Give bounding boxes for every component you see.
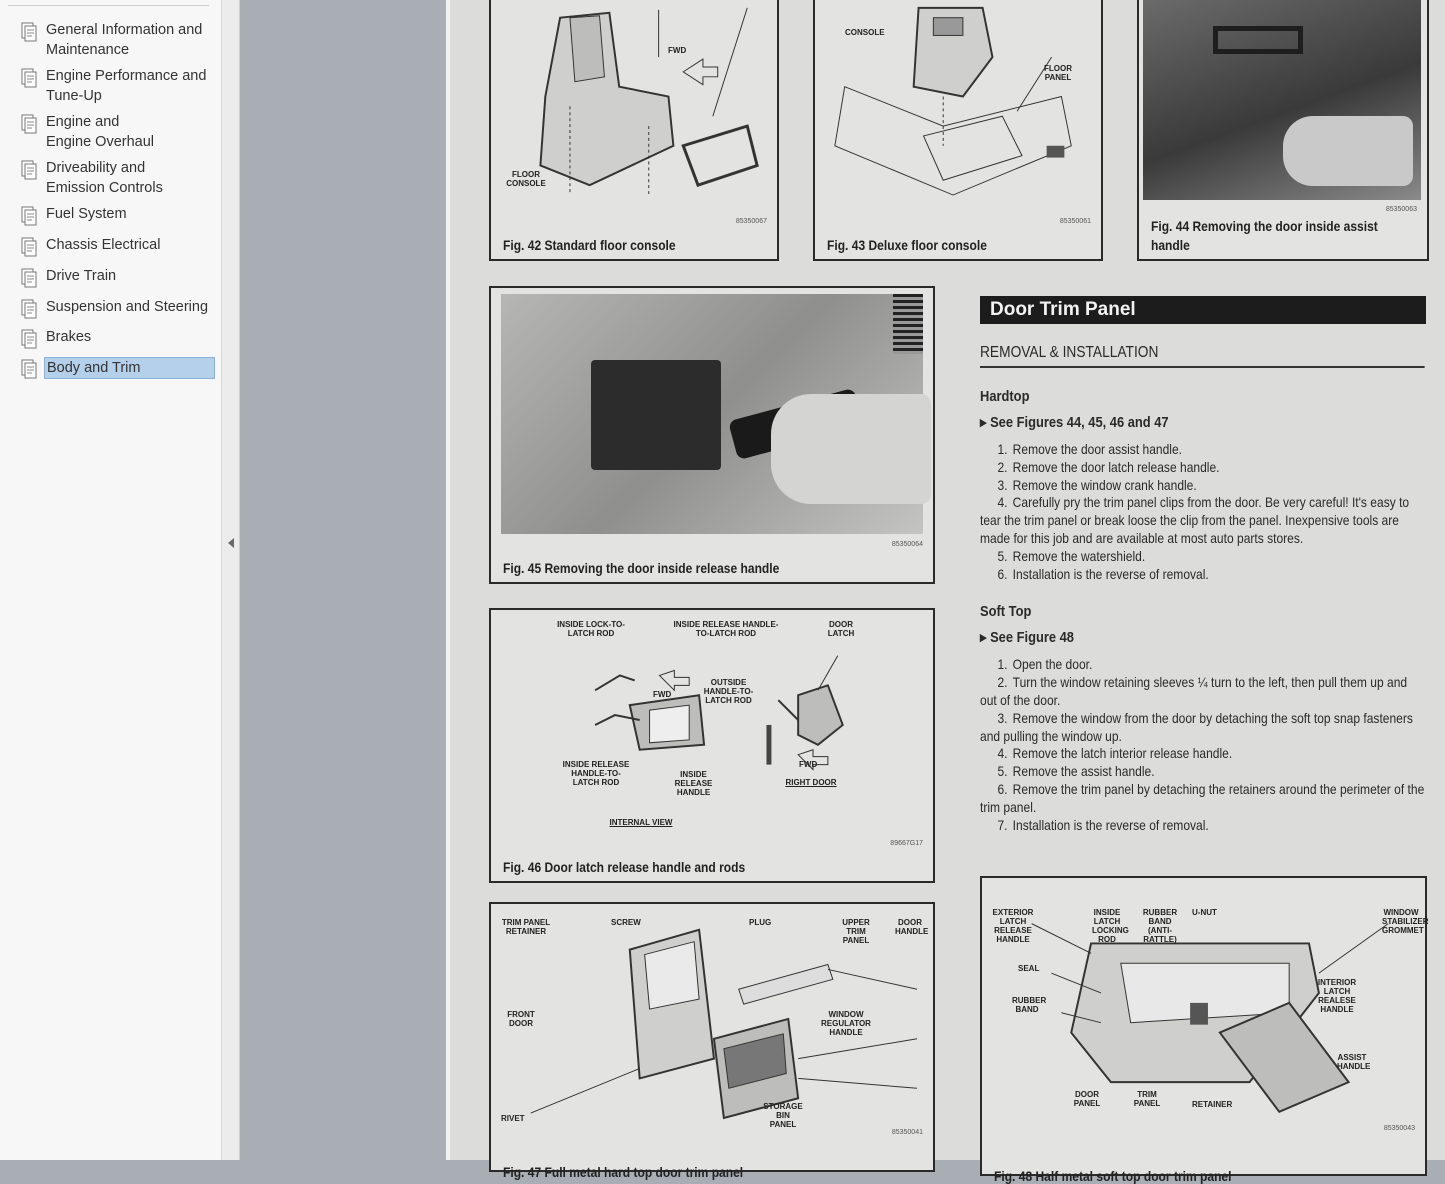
step: [980, 548, 1425, 566]
label-fwd: FWD: [653, 690, 672, 699]
section-subtitle: REMOVAL & INSTALLATION: [980, 344, 1425, 368]
figure-46: [489, 608, 935, 883]
label-screw: SCREW: [611, 918, 641, 927]
label-u-nut: U-NUT: [1192, 908, 1217, 917]
label-inside-release-handle: INSIDE RELEASE HANDLE: [674, 770, 713, 797]
label-trim-panel: TRIM PANEL: [1133, 1090, 1161, 1108]
sidebar-item-body-and-trim[interactable]: [20, 357, 216, 379]
section-title: Door Trim Panel: [980, 296, 1426, 324]
document-icon: [20, 114, 38, 134]
step-text: Carefully pry the trim panel clips from the door. Be very careful! It's easy to tear the trim panel or break loose the clip from the panel. Inexpensive tools are made for this job and are available at most auto parts stores.: [980, 494, 1410, 546]
sidebar-item-fuel-system[interactable]: [20, 204, 216, 226]
latch-rods-diagram: [501, 616, 923, 849]
sidebar-divider: [8, 5, 209, 6]
text-column: [980, 296, 1426, 834]
document-page: [446, 0, 1445, 1184]
step-text: Remove the door latch release handle.: [1012, 458, 1220, 475]
step: [980, 781, 1425, 817]
step-text: Remove the window from the door by detaching the soft top snap fasteners and pulling the window up.: [980, 709, 1413, 744]
step-text: Open the door.: [1012, 656, 1093, 673]
sidebar-item-label: Body and Trim: [44, 357, 215, 379]
document-icon: [20, 68, 38, 88]
sidebar-item-label: Engine Performance and Tune-Up: [46, 68, 207, 104]
step: [980, 674, 1425, 710]
sidebar-item-drive-train[interactable]: [20, 266, 216, 288]
figure-code: 85350041: [891, 1129, 923, 1136]
figure-44: [1137, 0, 1429, 261]
label-lock-to-latch-rod: INSIDE LOCK-TO-LATCH ROD: [557, 620, 625, 638]
figure-caption: Fig. 46 Door latch release handle and rods: [503, 859, 746, 875]
step-number: 6.: [997, 565, 1008, 582]
step-number: 2.: [997, 458, 1008, 475]
step: [980, 477, 1425, 495]
sidebar-item-label: Suspension and Steering: [46, 299, 209, 315]
figure-caption: Fig. 43 Deluxe floor console: [827, 237, 987, 253]
label-window-regulator-handle: WINDOW REGULATOR HANDLE: [821, 1010, 871, 1037]
softtop-see-figures: ▸ See Figure 48: [980, 629, 1074, 647]
label-right-door: RIGHT DOOR: [785, 778, 837, 787]
label-internal-view: INTERNAL VIEW: [609, 818, 673, 827]
step-number: 4.: [997, 494, 1008, 511]
label-rubber-band: RUBBER BAND: [1012, 996, 1047, 1014]
step: [980, 763, 1425, 781]
figure-code: 85350067: [735, 218, 767, 225]
step-text: Remove the trim panel by detaching the retainers around the perimeter of the trim panel.: [980, 780, 1425, 815]
see-text: See Figure 48: [990, 629, 1074, 647]
figure-48: [980, 876, 1429, 1184]
step-number: 3.: [997, 476, 1008, 493]
document-icon: [20, 329, 38, 349]
document-icon: [20, 359, 38, 379]
step-text: Installation is the reverse of removal.: [1012, 565, 1209, 582]
collapse-arrow-icon[interactable]: [228, 538, 234, 548]
step-number: 1.: [997, 656, 1008, 673]
document-icon: [20, 237, 38, 257]
figure-code: 85350043: [1383, 1125, 1415, 1132]
label-console: CONSOLE: [845, 28, 885, 37]
assist-handle-photo: [1143, 0, 1421, 200]
label-front-door: FRONT DOOR: [507, 1010, 535, 1028]
figure-43: [813, 0, 1103, 261]
step-number: 2.: [997, 674, 1008, 691]
step-number: 6.: [997, 780, 1008, 797]
release-handle-photo: [501, 294, 923, 534]
sidebar-item-label: Driveability and Emission Controls: [46, 160, 163, 196]
label-floor-panel: FLOOR PANEL: [1044, 64, 1072, 82]
sidebar-item-label: Drive Train: [46, 268, 117, 284]
label-fwd: FWD: [668, 46, 687, 55]
label-window-grommet: WINDOW STABILIZER GROMMET: [1382, 908, 1429, 935]
step: [980, 745, 1425, 763]
label-door-panel: DOOR PANEL: [1073, 1090, 1101, 1108]
sidebar-item-engine-overhaul[interactable]: [20, 112, 216, 152]
step-text: Remove the watershield.: [1012, 547, 1146, 564]
step: [980, 494, 1425, 547]
step-text: Turn the window retaining sleeves ¼ turn to the left, then pull them up and out of the door.: [980, 674, 1408, 708]
label-rivet: RIVET: [501, 1114, 525, 1123]
step-number: 3.: [997, 709, 1008, 726]
label-seal: SEAL: [1018, 964, 1040, 973]
step: [980, 441, 1425, 459]
document-icon: [20, 206, 38, 226]
figure-caption: Fig. 48 Half metal soft top door trim panel: [994, 1168, 1232, 1184]
label-release-handle-rod: INSIDE RELEASE HANDLE-TO-LATCH ROD: [673, 620, 779, 638]
floor-console-illustration: [501, 0, 767, 225]
figure-caption: Fig. 44 Removing the door inside assist handle: [1151, 218, 1378, 253]
label-door-latch: DOOR LATCH: [827, 620, 855, 638]
step-text: Remove the door assist handle.: [1012, 441, 1183, 457]
step-text: Installation is the reverse of removal.: [1012, 816, 1209, 833]
sidebar-item-chassis-electrical[interactable]: [20, 235, 216, 257]
softtop-heading: Soft Top: [980, 603, 1032, 621]
sidebar-item-brakes[interactable]: [20, 327, 216, 349]
sidebar-item-driveability[interactable]: [20, 158, 216, 198]
label-storage-bin-panel: STORAGE BIN PANEL: [763, 1102, 803, 1129]
step: [980, 656, 1425, 674]
step-text: Remove the assist handle.: [1012, 763, 1155, 780]
figure-code: 89667G17: [890, 840, 923, 847]
document-icon: [20, 268, 38, 288]
label-plug: PLUG: [749, 918, 772, 927]
step: [980, 710, 1425, 746]
step-text: Remove the latch interior release handle.: [1012, 745, 1233, 762]
document-icon: [20, 299, 38, 319]
label-exterior-latch-handle: EXTERIOR LATCH RELEASE HANDLE: [992, 908, 1034, 944]
figure-code: 85350064: [891, 541, 923, 548]
outline-sidebar: [0, 0, 222, 1160]
page-edge: [446, 0, 450, 1160]
step: [980, 566, 1425, 584]
sidebar-item-label: Engine and Engine Overhaul: [46, 114, 155, 150]
sidebar-item-engine-performance[interactable]: [20, 66, 216, 106]
hardtop-see-figures: ▸ See Figures 44, 45, 46 and 47: [980, 414, 1169, 431]
label-interior-latch-handle: INTERIOR LATCH REALESE HANDLE: [1317, 978, 1357, 1014]
label-rubber-band-anti-rattle: RUBBER BAND (ANTI-RATTLE): [1142, 908, 1178, 944]
sidebar-item-label: Chassis Electrical: [46, 237, 161, 253]
label-fwd-2: FWD: [799, 760, 818, 769]
hardtop-heading: Hardtop: [980, 388, 1030, 405]
step: [980, 459, 1425, 477]
figure-caption: Fig. 42 Standard floor console: [503, 237, 676, 253]
hardtop-steps: [980, 441, 1426, 583]
document-icon: [20, 160, 38, 180]
label-retainer: RETAINER: [1192, 1100, 1233, 1109]
figure-42: [489, 0, 779, 261]
step-number: 7.: [997, 816, 1008, 833]
step-number: 5.: [997, 763, 1008, 780]
step-number: 4.: [997, 745, 1008, 762]
sidebar-item-suspension-steering[interactable]: [20, 297, 216, 319]
sidebar-splitter[interactable]: [222, 0, 240, 1160]
label-inside-latch-rod: INSIDE LATCH LOCKING ROD: [1092, 908, 1129, 944]
softtop-steps: [980, 656, 1426, 834]
figure-caption: Fig. 45 Removing the door inside release handle: [503, 560, 780, 576]
sidebar-item-general-information[interactable]: [20, 20, 216, 60]
label-upper-trim-panel: UPPER TRIM PANEL: [842, 918, 870, 945]
figure-45: [489, 286, 935, 584]
figure-code: 85350061: [1059, 218, 1091, 225]
step-number: 1.: [997, 441, 1008, 457]
see-text: See Figures 44, 45, 46 and 47: [990, 414, 1169, 431]
label-outside-handle-rod: OUTSIDE HANDLE-TO-LATCH ROD: [703, 678, 754, 705]
step-text: Remove the window crank handle.: [1012, 476, 1197, 493]
step: [980, 817, 1425, 835]
step-number: 5.: [997, 547, 1008, 564]
figure-code: 85350063: [1385, 206, 1417, 213]
label-inside-release-rod: INSIDE RELEASE HANDLE-TO-LATCH ROD: [562, 760, 630, 787]
sidebar-item-label: Brakes: [46, 329, 92, 345]
document-icon: [20, 22, 38, 42]
label-assist-handle: ASSIST HANDLE: [1337, 1053, 1371, 1071]
sidebar-item-label: Fuel System: [46, 206, 127, 222]
figure-47: [489, 902, 935, 1180]
label-floor-console: FLOOR CONSOLE: [506, 170, 546, 188]
figure-caption: Fig. 47 Full metal hard top door trim panel: [503, 1164, 744, 1180]
label-door-handle: DOOR HANDLE: [895, 918, 929, 936]
sidebar-item-label: General Information and Maintenance: [46, 22, 203, 58]
label-trim-panel-retainer: TRIM PANEL RETAINER: [501, 918, 551, 936]
